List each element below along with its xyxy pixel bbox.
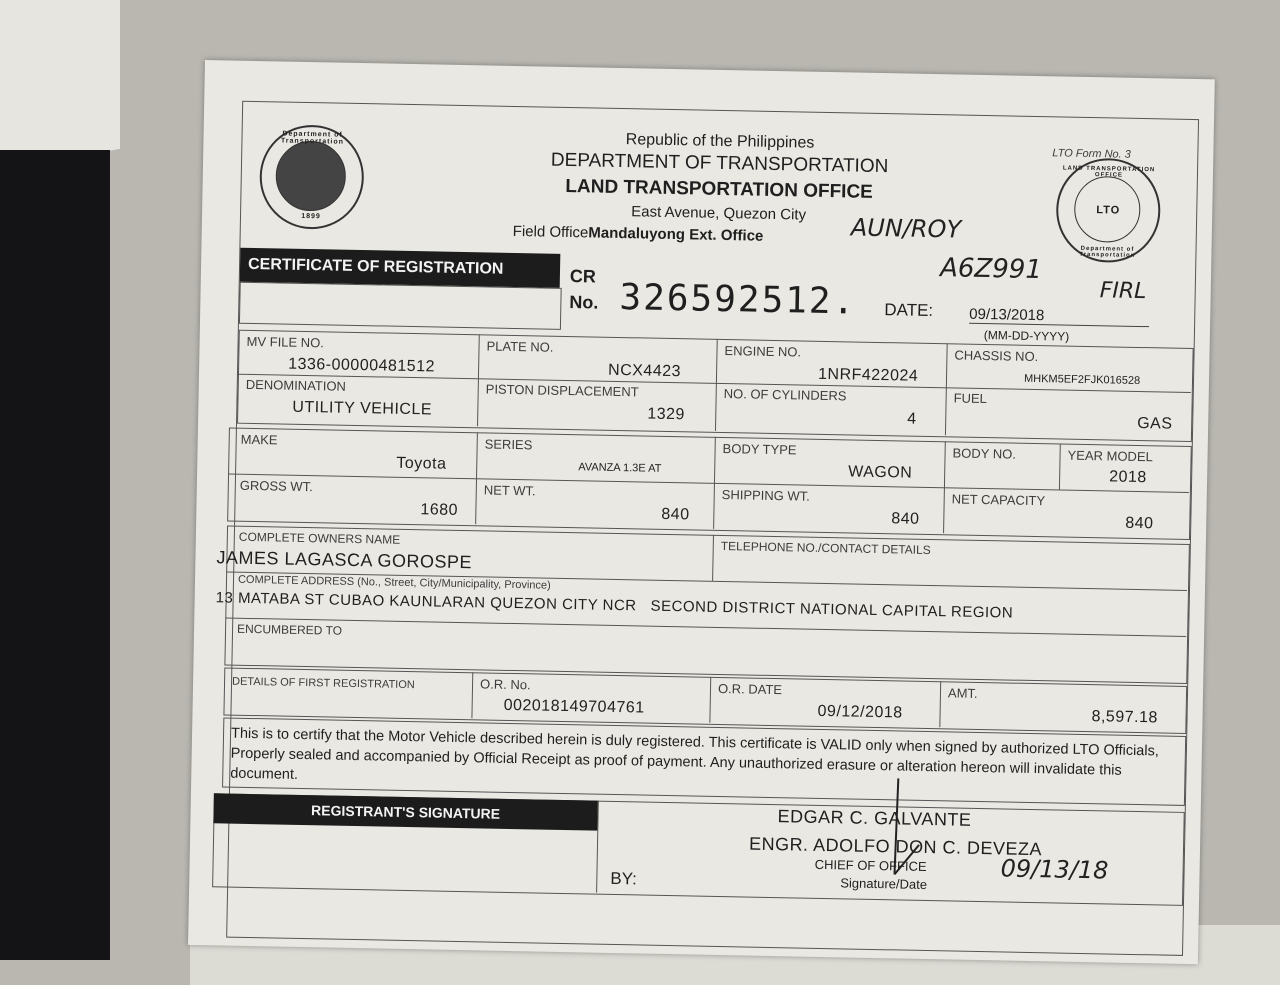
first-registration-label: DETAILS OF FIRST REGISTRATION [231,675,415,692]
certificate-form [215,101,1199,956]
field-office-value: Mandaluyong Ext. Office [588,224,764,245]
handwritten-note-3: FIRL [1099,278,1147,305]
piston-displacement-value: 1329 [647,405,686,424]
by-label: BY: [610,868,638,889]
body-no-label: BODY NO. [952,445,1017,462]
official-name-1: EDGAR C. GALVANTE [777,806,972,830]
department-heading: DEPARTMENT OF TRANSPORTATION [550,149,889,178]
piston-displacement-label: PISTON DISPLACEMENT [485,381,639,400]
background-paper [0,0,120,170]
series-value: AVANZA 1.3E AT [578,461,662,475]
fuel-value: GAS [1137,414,1173,433]
handwritten-note-2: A6Z991 [939,253,1043,286]
telephone-label: TELEPHONE NO./CONTACT DETAILS [720,538,931,558]
cylinders-label: NO. OF CYLINDERS [723,386,847,404]
or-no-value: 002018149704761 [503,696,645,717]
signature-stroke-icon [888,774,930,885]
background-surface [0,150,110,960]
chief-of-office-label: CHIEF OF OFFICE [814,856,927,875]
engine-no-value: 1NRF422024 [817,365,919,385]
office-address: East Avenue, Quezon City [631,203,807,224]
or-date-value: 09/12/2018 [817,702,903,722]
signature-date-label: Signature/Date [840,875,928,893]
date-label: DATE: [884,300,934,321]
net-weight-label: NET WT. [483,482,536,499]
handwritten-note-1: AUN/ROY [850,213,962,244]
certification-text: This is to certify that the Motor Vehicle described herein is duly registered. This certificate is VALID only when signed by authorized LTO Officials, Properly sealed and accompanied by Official Receipt as proof of payment. Any unauthorized erasure or alteration hereon will invalidate this document. [230,725,1159,783]
owner-address-value: 13 MATABA ST CUBAO KAUNLARAN QUEZON CITY NCR SECOND DISTRICT NATIONAL CAPITAL REGION [215,589,1014,622]
amount-value: 8,597.18 [1091,708,1158,727]
plate-no-value: NCX4423 [607,361,682,381]
fuel-label: FUEL [953,390,988,407]
seal-right-bottom: Department of Transportation [1079,245,1136,259]
plate-no-label: PLATE NO. [486,338,554,355]
office-heading: LAND TRANSPORTATION OFFICE [565,175,874,203]
body-type-label: BODY TYPE [722,441,797,458]
owner-name-label: COMPLETE OWNERS NAME [238,529,401,547]
encumbered-label: ENCUMBERED TO [236,621,343,638]
year-model-label: YEAR MODEL [1067,447,1153,465]
handwritten-signature-date: 09/13/18 [1000,854,1109,885]
owner-address-label: COMPLETE ADDRESS (No., Street, City/Municipality, Province) [237,573,551,592]
shipping-weight-value: 840 [891,510,920,528]
certificate-title-box [239,282,562,330]
gross-weight-value: 1680 [420,501,459,519]
gross-weight-label: GROSS WT. [239,477,313,495]
seal-left-text: Department of Transportation [280,130,345,146]
seal-right-center: LTO [1096,204,1121,217]
net-capacity-label: NET CAPACITY [951,491,1046,509]
no-label: No. [569,292,599,313]
cr-number: 326592512. [619,277,857,323]
registration-certificate-paper [188,60,1215,964]
form-number: LTO Form No. 3 [1052,147,1131,161]
series-label: SERIES [484,436,533,453]
registrant-signature-label: REGISTRANT'S SIGNATURE [213,793,598,830]
cylinders-value: 4 [907,410,917,428]
year-model-value: 2018 [1108,468,1147,487]
official-name-2: ENGR. ADOLFO DON C. DEVEZA [748,833,1043,860]
shipping-weight-label: SHIPPING WT. [721,487,811,504]
body-type-value: WAGON [848,463,913,482]
mv-file-no-value: 1336-00000481512 [288,355,436,376]
chassis-no-value: MHKM5EF2FJK016528 [1023,372,1141,388]
denomination-label: DENOMINATION [245,376,347,394]
or-date-label: O.R. DATE [717,680,783,698]
chassis-no-label: CHASSIS NO. [954,347,1039,365]
owner-name-value: JAMES LAGASCA GOROSPE [216,547,473,573]
net-weight-value: 840 [661,505,690,524]
amount-label: AMT. [947,685,978,701]
denomination-value: UTILITY VEHICLE [292,398,433,419]
make-value: Toyota [396,454,447,473]
or-no-label: O.R. No. [479,676,531,693]
make-label: MAKE [240,431,278,448]
date-format: (MM-DD-YYYY) [983,328,1070,344]
certificate-title: CERTIFICATE OF REGISTRATION [240,248,561,288]
net-capacity-value: 840 [1125,514,1154,533]
cr-label: CR [569,266,597,287]
field-office-label: Field Office [512,222,589,242]
seal-right-text: LAND TRANSPORTATION OFFICE [1062,165,1156,179]
mv-file-no-label: MV FILE NO. [246,333,325,351]
engine-no-label: ENGINE NO. [724,343,802,360]
republic-heading: Republic of the Philippines [625,131,815,152]
date-value: 09/13/2018 [969,306,1149,327]
seal-left-year: 1899 [301,212,321,221]
